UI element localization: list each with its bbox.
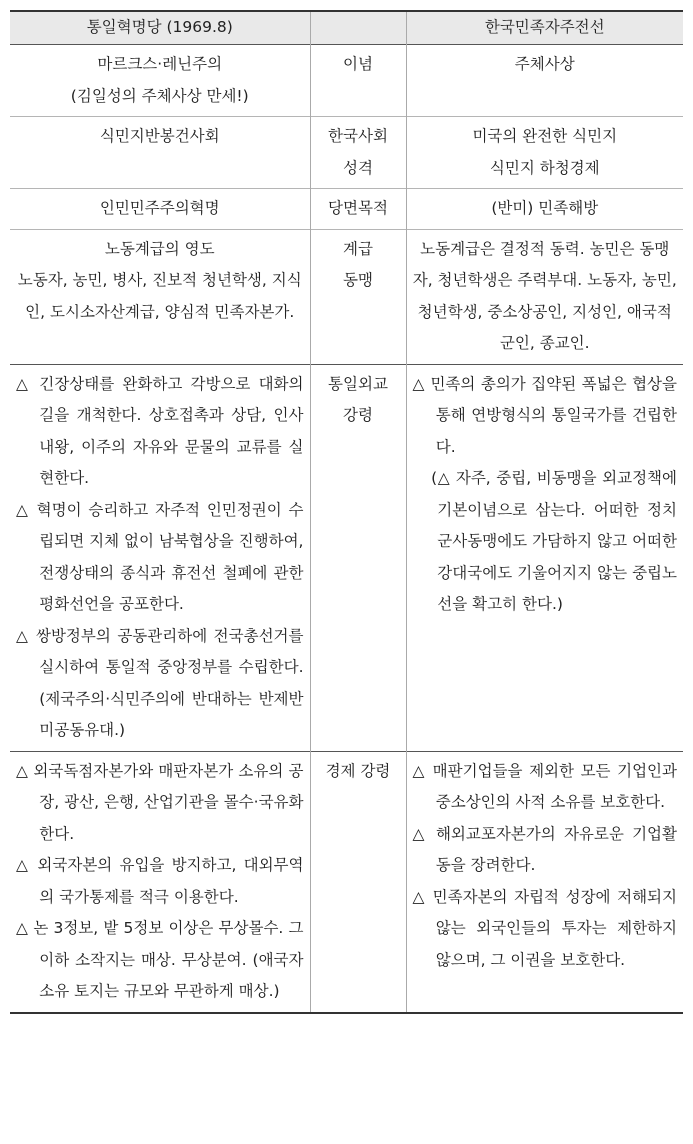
row-label [310,117,406,189]
list-item: △ 해외교포자본가의 자유로운 기업활동을 장려한다. [412,824,677,874]
cell-text: 식민지반봉건사회 [99,127,220,145]
cell-left [10,45,310,117]
cell-right [406,751,683,1013]
row-label-text: 당면목적 [328,199,388,217]
cell-text: 노동계급은 결정적 동력. 농민은 동맹자, 청년학생은 주력부대. 노동자, 농민, 청년학생, 중소상공인, 지성인, 애국적 군인, 종교인. [412,239,677,352]
row-society [10,117,683,189]
header-left: 통일혁명당 (1969.8) [86,18,233,36]
row-alliance [10,229,683,364]
list-item: △ 긴장상태를 완화하고 각방으로 대화의 길을 개척한다. 상호접촉과 상담, 인사내왕, 이주의 자유와 문물의 교류를 실현한다. [16,374,304,487]
row-label-text: 성격 [343,158,373,177]
cell-left [10,189,310,230]
cell-text: 식민지 하청경제 [489,158,600,177]
row-ideology [10,45,683,117]
cell-right [406,189,683,230]
row-unification [10,364,683,751]
cell-text: 노동계급의 영도 [104,239,215,258]
row-label [310,229,406,364]
cell-left [10,364,310,751]
list-item: △ 논 3정보, 밭 5정보 이상은 무상몰수. 그 이하 소작지는 매상. 무상분여. (애국자소유 토지는 규모와 무관하게 매상.) [16,919,304,1000]
cell-text: 주체사상 [514,55,575,73]
row-label-text: 한국사회 [328,127,388,145]
cell-right [406,45,683,117]
row-label-text: 동맹 [343,271,373,289]
row-label [310,751,406,1013]
row-label-text: 계급 [343,239,373,258]
row-label [310,364,406,751]
cell-left [10,229,310,364]
list-item: △ 외국자본의 유입을 방지하고, 대외무역의 국가통제를 적극 이용한다. [16,856,304,906]
list-item: △ 쌍방정부의 공동관리하에 전국총선거를 실시하여 통일적 중앙정부를 수립한다. (제국주의·식민주의에 반대하는 반제반미공동유대.) [16,626,304,739]
row-label-text: 경제 강령 [325,761,391,780]
cell-text: 미국의 완전한 식민지 [472,127,618,145]
row-label-text: 강령 [343,406,373,424]
cell-left [10,751,310,1013]
row-label [310,189,406,230]
row-label-text: 이념 [343,55,373,73]
row-goal [10,189,683,230]
list-item: (△ 자주, 중립, 비동맹을 외교정책에 기본이념으로 삼는다. 어떠한 정치군사동맹에도 가담하지 않고 어떠한 강대국에도 기울어지지 않는 중립노선을 확고히 한다.) [431,469,677,613]
cell-right [406,117,683,189]
row-economy [10,751,683,1013]
cell-right [406,364,683,751]
list-item: △ 민족자본의 자립적 성장에 저해되지 않는 외국인들의 투자는 제한하지 않으며, 그 이권을 보호한다. [412,887,677,969]
row-label [310,45,406,117]
cell-text: 노동자, 농민, 병사, 진보적 청년학생, 지식인, 도시소자산계급, 양심적 민족자본가. [17,271,302,321]
list-item: △ 민족의 총의가 집약된 폭넓은 협상을 통해 연방형식의 통일국가를 건립한다. [412,374,677,456]
list-item: △ 매판기업들을 제외한 모든 기업인과 중소상인의 사적 소유를 보호한다. [412,761,677,811]
comparison-table [10,10,683,1014]
header-right: 한국민족자주전선 [484,18,605,36]
cell-text: 마르크스·레닌주의 [97,55,223,73]
list-item: △ 외국독점자본가와 매판자본가 소유의 공장, 광산, 은행, 산업기관을 몰수·국유화한다. [16,761,304,843]
cell-text: (김일성의 주체사상 만세!) [70,86,249,105]
list-item: △ 혁명이 승리하고 자주적 인민정권이 수립되면 지체 없이 남북협상을 진행하여, 전쟁상태의 종식과 휴전선 철폐에 관한 평화선언을 공포한다. [16,500,304,613]
cell-text: (반미) 민족해방 [491,199,599,217]
cell-text: 인민민주주의혁명 [99,199,220,217]
header-middle [310,11,406,45]
cell-left [10,117,310,189]
row-label-text: 통일외교 [328,374,388,393]
cell-right [406,229,683,364]
header-row [10,11,683,45]
